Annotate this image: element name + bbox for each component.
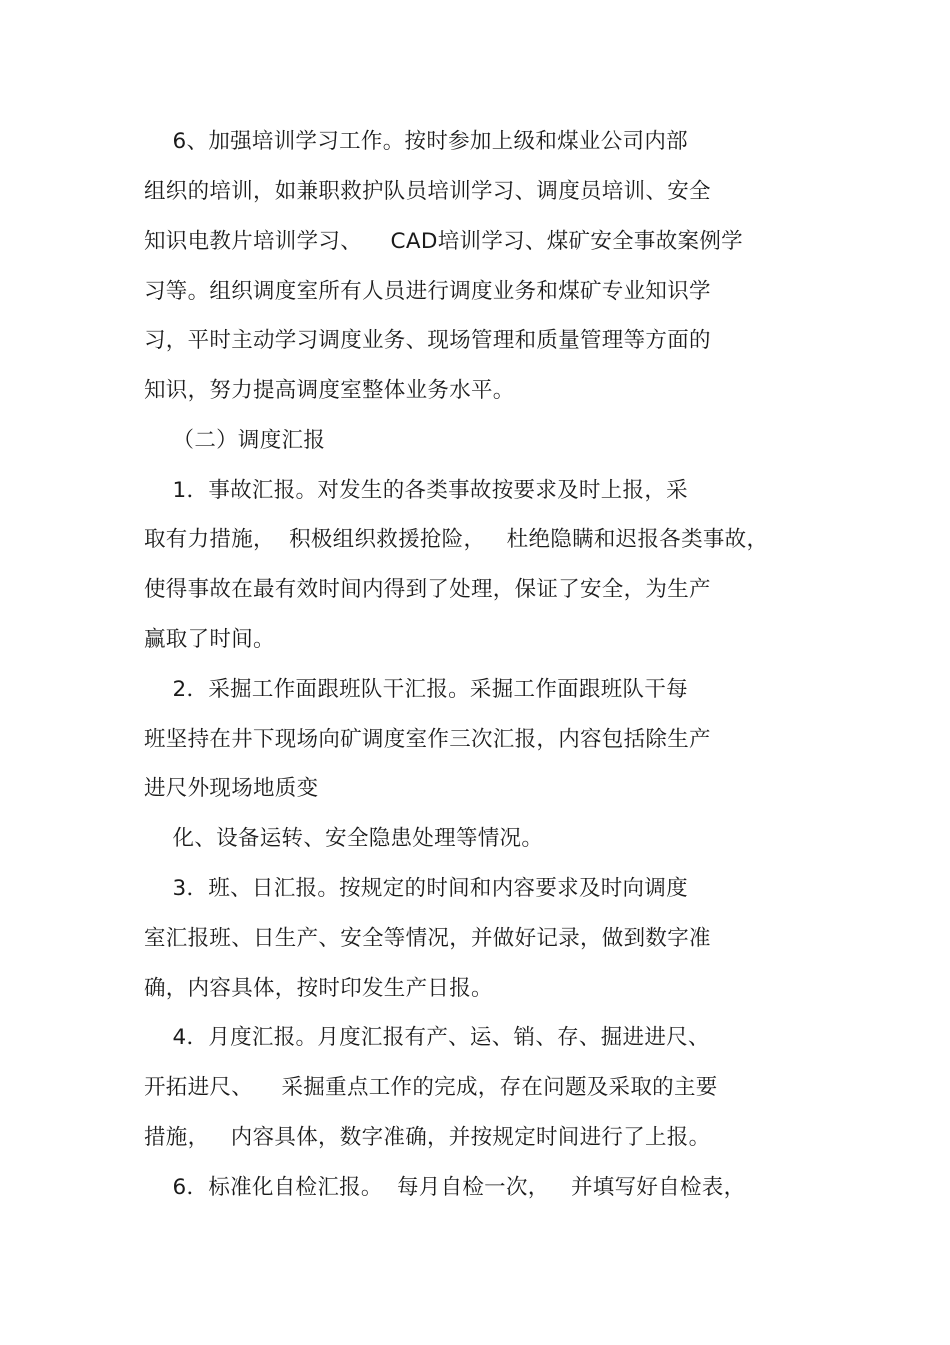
- text-line: 知识电教片培训学习、 CAD培训学习、煤矿安全事故案例学: [144, 229, 743, 254]
- text-line: 班坚持在井下现场向矿调度室作三次汇报，内容包括除生产: [144, 727, 711, 752]
- text-line: 开拓进尺、 采掘重点工作的完成，存在问题及采取的主要: [144, 1075, 718, 1100]
- text-line: 1．事故汇报。对发生的各类事故按要求及时上报，采: [144, 478, 688, 503]
- text-line: 6、加强培训学习工作。按时参加上级和煤业公司内部: [144, 129, 688, 154]
- text-line: 赢取了时间。: [144, 627, 275, 652]
- text-line: 化、设备运转、安全隐患处理等情况。: [144, 826, 544, 851]
- text-line: 知识，努力提高调度室整体业务水平。: [144, 378, 515, 403]
- text-line: 2．采掘工作面跟班队干汇报。采掘工作面跟班队干每: [144, 677, 688, 702]
- text-line: 进尺外现场地质变: [144, 776, 319, 801]
- text-line: 习，平时主动学习调度业务、现场管理和质量管理等方面的: [144, 328, 711, 353]
- text-line: 3．班、日汇报。按规定的时间和内容要求及时向调度: [144, 876, 688, 901]
- text-line: 4．月度汇报。月度汇报有产、运、销、存、掘进进尺、: [144, 1025, 710, 1050]
- text-line: 使得事故在最有效时间内得到了处理，保证了安全，为生产: [144, 577, 711, 602]
- text-line: 6．标准化自检汇报。 每月自检一次， 并填写好自检表，: [144, 1175, 746, 1200]
- text-line: 确，内容具体，按时印发生产日报。: [144, 976, 493, 1001]
- text-line: 取有力措施， 积极组织救援抢险， 杜绝隐瞒和迟报各类事故，: [144, 527, 769, 552]
- text-line: 室汇报班、日生产、安全等情况，并做好记录，做到数字准: [144, 926, 711, 951]
- section-heading: （二）调度汇报: [144, 428, 326, 453]
- text-line: 组织的培训，如兼职救护队员培训学习、调度员培训、安全: [144, 179, 711, 204]
- text-line: 习等。组织调度室所有人员进行调度业务和煤矿专业知识学: [144, 279, 711, 304]
- text-line: 措施， 内容具体，数字准确，并按规定时间进行了上报。: [144, 1125, 711, 1150]
